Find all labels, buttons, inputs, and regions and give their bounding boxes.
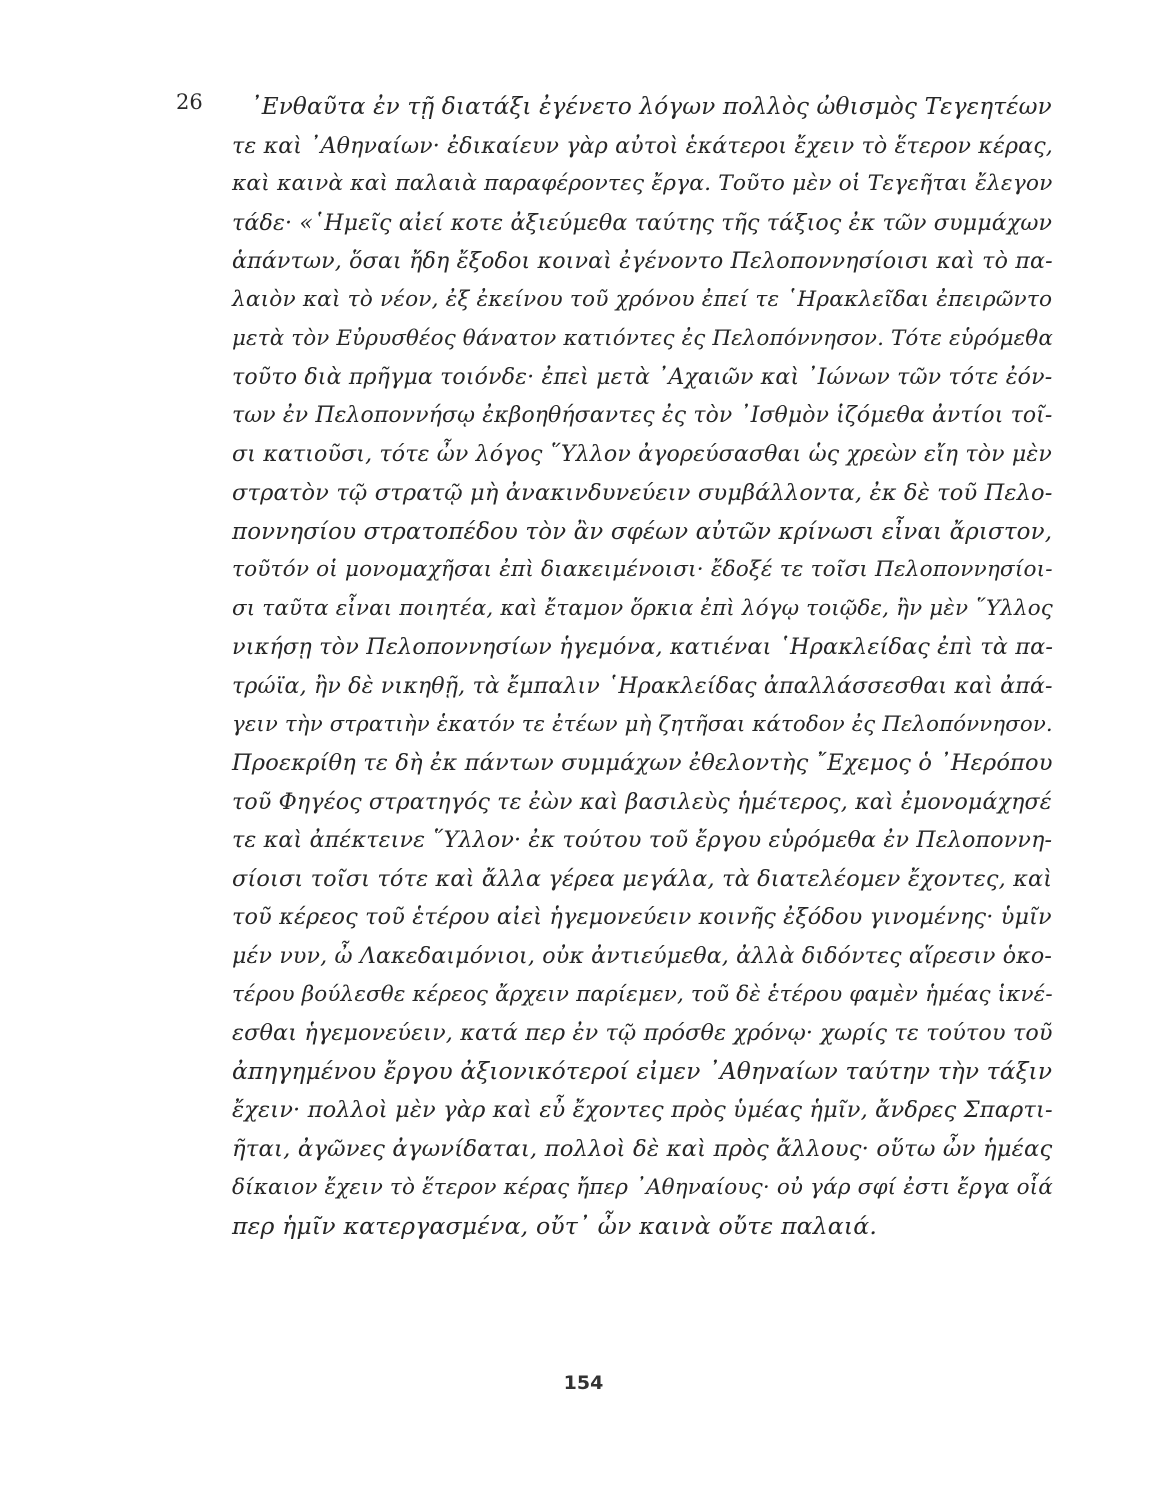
text-line: τέρου βούλεσθε κέρεος ἄρχειν παρίεμεν, τοῦ δὲ ἑτέρου φαμὲν ἡμέας ἱκνέ- [232, 981, 1053, 1007]
text-line: τε καὶ ἀπέκτεινε ῞Υλλον· ἐκ τούτου τοῦ ἔργου εὑρόμεθα ἐν Πελοποννη- [232, 827, 1053, 854]
text-line: ᾿Ενθαῦτα ἐν τῇ διατάξι ἐγένετο λόγων πολλὸς ὠθισμὸς Τεγεητέων [250, 94, 1052, 120]
text-line: τρώϊα, ἢν δὲ νικηθῇ, τὰ ἔμπαλιν ῾Ηρακλείδας ἀπαλλάσσεσθαι καὶ ἀπά- [232, 672, 1053, 699]
text-line: νικήσῃ τὸν Πελοποννησίων ἡγεμόνα, κατιέναι ῾Ηρακλείδας ἐπὶ τὰ πα- [232, 634, 1054, 661]
text-line: σίοισι τοῖσι τότε καὶ ἄλλα γέρεα μεγάλα, τὰ διατελέομεν ἔχοντες, καὶ [232, 865, 1053, 892]
text-line: μετὰ τὸν Εὐρυσθέος θάνατον κατιόντες ἐς Πελοπόννησον. Τότε εὑρόμεθα [232, 325, 1053, 351]
text-line: Προεκρίθη τε δὴ ἐκ πάντων συμμάχων ἐθελοντὴς ῎Εχεμος ὁ ᾿Ηερόπου [232, 750, 1053, 777]
text-line: εσθαι ἡγεμονεύειν, κατά περ ἐν τῷ πρόσθε χρόνῳ· χωρίς τε τούτου τοῦ [232, 1020, 1053, 1047]
text-line: τε καὶ ᾿Αθηναίων· ἐδικαίευν γὰρ αὐτοὶ ἑκάτεροι ἔχειν τὸ ἕτερον κέρας, [232, 132, 1053, 159]
text-line: καὶ καινὰ καὶ παλαιὰ παραφέροντες ἔργα. Τοῦτο μὲν οἱ Τεγεῆται ἔλεγον [232, 171, 1053, 197]
text-line: τάδε· «῾Ημεῖς αἰεί κοτε ἀξιεύμεθα ταύτης τῆς τάξιος ἐκ τῶν συμμάχων [232, 209, 1053, 236]
greek-text-block [232, 88, 1052, 1246]
text-line: περ ἡμῖν κατεργασμένα, οὔτ᾽ ὦν καινὰ οὔτε παλαιά. [232, 1212, 878, 1241]
page-number: 154 [563, 1372, 604, 1394]
text-line: τοῦ Φηγέος στρατηγός τε ἐὼν καὶ βασιλεὺς ἡμέτερος, καὶ ἐμονομάχησέ [232, 788, 1052, 815]
text-line: τοῦ κέρεος τοῦ ἑτέρου αἰεὶ ἡγεμονεύειν κοινῆς ἐξόδου γινομένης· ὑμῖν [232, 904, 1052, 931]
text-line: ἁπάντων, ὅσαι ἤδη ἔξοδοι κοιναὶ ἐγένοντο Πελοποννησίοισι καὶ τὸ πα- [232, 248, 1053, 275]
text-line: τοῦτο διὰ πρῆγμα τοιόνδε· ἐπεὶ μετὰ ᾿Αχαιῶν καὶ ᾿Ιώνων τῶν τότε ἐόν- [232, 364, 1053, 391]
text-line: ἔχειν· πολλοὶ μὲν γὰρ καὶ εὖ ἔχοντες πρὸς ὑμέας ἡμῖν, ἄνδρες Σπαρτι- [232, 1097, 1053, 1124]
text-line: δίκαιον ἔχειν τὸ ἕτερον κέρας ἤπερ ᾿Αθηναίους· οὐ γάρ σφί ἐστι ἔργα οἷά [232, 1174, 1053, 1200]
section-number: 26 [176, 90, 203, 114]
text-line: στρατὸν τῷ στρατῷ μὴ ἀνακινδυνεύειν συμβάλλοντα, ἐκ δὲ τοῦ Πελο- [232, 479, 1053, 506]
text-line: ποννησίου στρατοπέδου τὸν ἂν σφέων αὐτῶν κρίνωσι εἶναι ἄριστον, [232, 518, 1053, 545]
text-line: των ἐν Πελοποννήσῳ ἐκβοηθήσαντες ἐς τὸν ᾿Ισθμὸν ἱζόμεθα ἀντίοι τοῖ- [232, 402, 1053, 428]
text-line: γειν τὴν στρατιὴν ἑκατόν τε ἐτέων μὴ ζητῆσαι κάτοδον ἐς Πελοπόννησον. [232, 711, 1053, 737]
text-line: ἀπηγημένου ἔργου ἀξιονικότεροί εἰμεν ᾿Αθηναίων ταύτην τὴν τάξιν [232, 1057, 1053, 1085]
text-line: τοῦτόν οἱ μονομαχῆσαι ἐπὶ διακειμένοισι· ἔδοξέ τε τοῖσι Πελοποννησίοι- [232, 557, 1053, 583]
text-line: λαιὸν καὶ τὸ νέον, ἐξ ἐκείνου τοῦ χρόνου ἐπεί τε ῾Ηρακλεῖδαι ἐπειρῶντο [232, 286, 1053, 312]
text-line: σι ταῦτα εἶναι ποιητέα, καὶ ἔταμον ὅρκια ἐπὶ λόγῳ τοιῷδε, ἢν μὲν ῞Υλλος [232, 595, 1053, 621]
text-line: σι κατιοῦσι, τότε ὦν λόγος ῞Υλλον ἀγορεύσασθαι ὡς χρεὼν εἴη τὸν μὲν [232, 441, 1052, 468]
text-line: μέν νυν, ὦ Λακεδαιμόνιοι, οὐκ ἀντιεύμεθα, ἀλλὰ διδόντες αἵρεσιν ὁκο- [232, 943, 1053, 970]
text-line: ῆται, ἀγῶνες ἀγωνίδαται, πολλοὶ δὲ καὶ πρὸς ἄλλους· οὕτω ὦν ἡμέας [232, 1136, 1053, 1163]
